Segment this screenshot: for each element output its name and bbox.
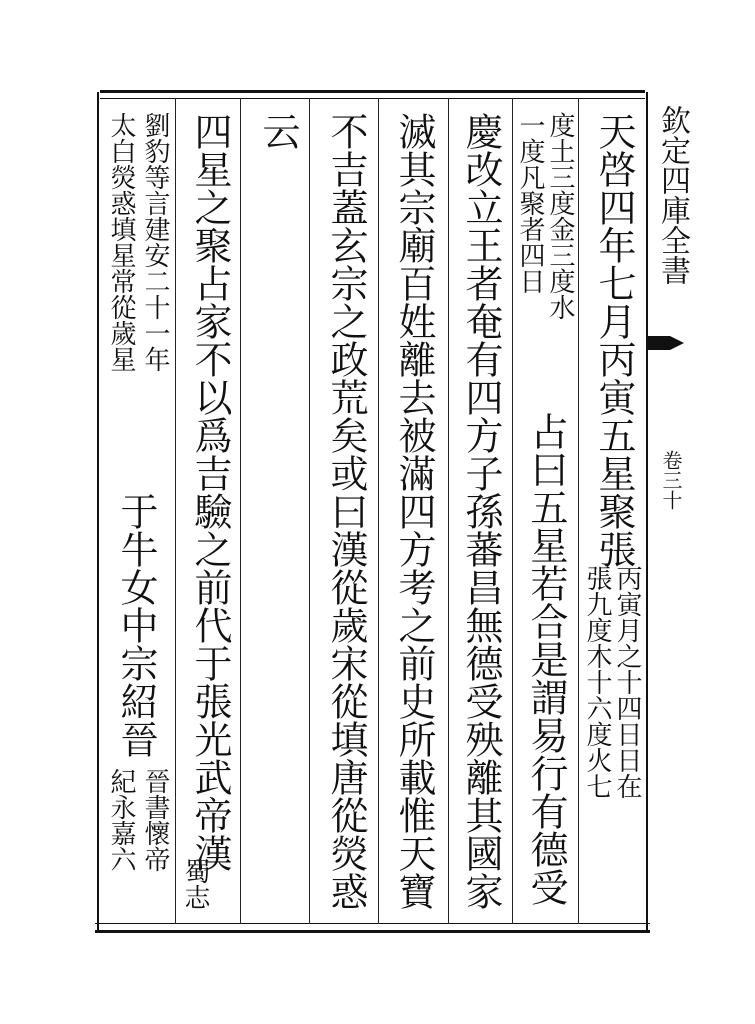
text-column-4: 滅其宗廟百姓離去被滿四方考之前史所載惟天寶 — [392, 112, 436, 910]
text-column-8: 于牛女中宗紹晉 — [114, 492, 158, 758]
annotation-column-8a: 劉豹等言建安二十一年 — [140, 112, 170, 372]
fish-tail-icon — [646, 330, 686, 370]
column-divider — [448, 98, 449, 924]
frame-top-rule — [100, 90, 645, 93]
text-column-5: 不吉蓋玄宗之政荒矣或曰漢從歲宋從填唐從熒惑 — [324, 112, 368, 910]
annotation-column-1b: 張九度木十六度火七 — [582, 565, 612, 799]
annotation-column-1a: 丙寅月之十四日日在 — [612, 565, 642, 799]
column-divider — [578, 98, 579, 924]
annotation-column-8c: 晉書懷帝 — [140, 768, 170, 872]
text-column-1: 天啓四年七月丙寅五星聚張 — [592, 112, 636, 568]
column-divider — [240, 98, 241, 924]
volume-number: 卷三十 — [659, 450, 683, 510]
text-column-2: 占曰五星若合是謂易行有德受 — [524, 412, 568, 906]
book-title-margin: 欽定四庫全書 — [655, 105, 690, 285]
frame-bottom-rule — [95, 930, 650, 933]
text-column-7: 四星之聚占家不以爲吉驗之前代于張光武帝漢 — [188, 112, 232, 872]
column-divider — [378, 98, 379, 924]
annotation-column-2a: 度土三度金三度水 — [545, 112, 575, 320]
frame-right-rule — [646, 92, 648, 932]
frame-bottom-inner-rule — [95, 923, 650, 924]
annotation-column-2b: 一度凡聚者四日 — [515, 112, 545, 294]
annotation-column-8b: 太白熒惑填星常從歲星 — [106, 112, 136, 372]
column-divider — [175, 98, 176, 924]
column-divider — [512, 98, 513, 924]
column-divider — [309, 98, 310, 924]
frame-left-rule — [97, 92, 99, 932]
frame-top-inner-rule — [100, 98, 645, 99]
text-column-6: 云 — [256, 112, 300, 150]
annotation-column-8d: 紀永嘉六 — [106, 768, 136, 872]
text-column-3: 慶改立王者奄有四方子孫蕃昌無德受殃離其國家 — [459, 112, 503, 910]
annotation-column-7: 蜀志 — [180, 858, 210, 910]
